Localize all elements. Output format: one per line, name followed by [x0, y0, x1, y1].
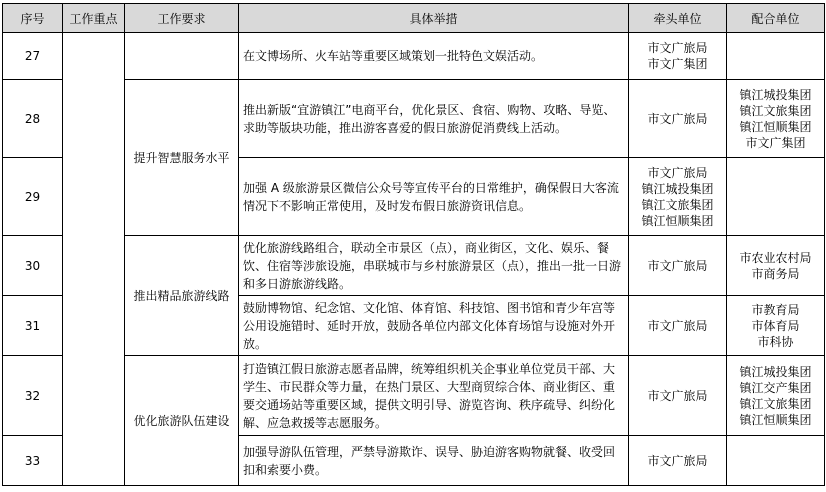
measure-text: 加强导游队伍管理，严禁导游欺诈、误导、胁迫游客购物就餐、收受回扣和索要小费。	[239, 436, 629, 486]
unit-name: 市农业农村局	[739, 250, 812, 265]
unit-name: 市商务局	[751, 266, 800, 281]
cooperating-unit-cell	[727, 236, 825, 296]
unit-name: 市文广旅局	[647, 318, 708, 333]
table-row	[3, 356, 825, 436]
lead-unit-cell	[629, 33, 727, 80]
header-focus: 工作重点	[63, 4, 125, 33]
cooperating-unit-cell	[727, 296, 825, 356]
unit-name: 市文广集团	[745, 135, 806, 150]
lead-unit-list	[632, 388, 723, 404]
measure-text: 加强 A 级旅游景区微信公众号等宣传平台的日常维护，确保假日大客流情况下不影响正常使用，及时发布假日旅游资讯信息。	[239, 158, 629, 236]
row-number: 30	[3, 236, 63, 296]
unit-name: 市文广旅局	[647, 453, 708, 468]
header-measures: 具体举措	[239, 4, 629, 33]
header-lead-unit: 牵头单位	[629, 4, 727, 33]
requirement-cell: 提升智慧服务水平	[125, 80, 239, 236]
lead-unit-cell	[629, 296, 727, 356]
measures-table	[2, 3, 825, 486]
measure-text: 优化旅游线路组合，联动全市景区（点），商业街区，文化、娱乐、餐饮、住宿等涉旅设施，串联城市与乡村旅游景区（点），推出一批一日游和多日游旅游线路。	[239, 236, 629, 296]
table-row	[3, 236, 825, 296]
measure-text: 鼓励博物馆、纪念馆、文化馆、体育馆、科技馆、图书馆和青少年宫等公用设施错时、延时开放，鼓励各单位内部文化体育场馆与设施对外开放。	[239, 296, 629, 356]
unit-name: 镇江城投集团	[739, 87, 812, 102]
row-number: 33	[3, 436, 63, 486]
cooperating-unit-list	[730, 250, 821, 282]
unit-name: 镇江城投集团	[641, 181, 714, 196]
cooperating-unit-cell	[727, 158, 825, 236]
lead-unit-cell	[629, 236, 727, 296]
unit-name: 镇江恒顺集团	[641, 213, 714, 228]
cooperating-unit-list	[730, 87, 821, 151]
cooperating-unit-cell	[727, 356, 825, 436]
focus-cell	[63, 33, 125, 486]
table-row	[3, 33, 825, 80]
unit-name: 镇江恒顺集团	[739, 119, 812, 134]
unit-name: 市文广旅局	[647, 258, 708, 273]
unit-name: 镇江城投集团	[739, 364, 812, 379]
lead-unit-cell	[629, 158, 727, 236]
cooperating-unit-list	[730, 364, 821, 428]
row-number: 32	[3, 356, 63, 436]
unit-name: 市科协	[757, 334, 794, 349]
lead-unit-list	[632, 453, 723, 469]
header-no: 序号	[3, 4, 63, 33]
unit-name: 市文广旅局	[647, 111, 708, 126]
lead-unit-cell	[629, 356, 727, 436]
unit-name: 市文广集团	[647, 57, 708, 71]
lead-unit-list	[632, 318, 723, 334]
unit-name: 市文广旅局	[647, 388, 708, 403]
unit-name: 市文广旅局	[647, 41, 708, 55]
requirement-cell: 优化旅游队伍建设	[125, 356, 239, 486]
requirement-cell-empty	[125, 33, 239, 80]
measure-text: 推出新版“宜游镇江”电商平台，优化景区、食宿、购物、攻略、导览、求助等版块功能，推出游客喜爱的假日旅游促消费线上活动。	[239, 80, 629, 158]
lead-unit-cell	[629, 80, 727, 158]
unit-name: 镇江文旅集团	[739, 396, 812, 411]
unit-name: 市体育局	[751, 318, 800, 333]
header-row	[3, 4, 825, 33]
measure-text: 打造镇江假日旅游志愿者品牌，统筹组织机关企事业单位党员干部、大学生、市民群众等力量，在热门景区、大型商贸综合体、商业街区、重要交通场站等重要区域，提供文明引导、游览咨询、秩序疏导、纠纷化解、应急救援等志愿服务。	[239, 356, 629, 436]
cooperating-unit-list	[730, 302, 821, 350]
lead-unit-list	[632, 40, 723, 72]
cooperating-unit-cell	[727, 436, 825, 486]
lead-unit-list	[632, 165, 723, 229]
row-number: 29	[3, 158, 63, 236]
table-row	[3, 80, 825, 158]
header-requirement: 工作要求	[125, 4, 239, 33]
unit-name: 市教育局	[751, 302, 800, 317]
requirement-cell: 推出精品旅游线路	[125, 236, 239, 356]
unit-name: 镇江交产集团	[739, 380, 812, 395]
row-number: 27	[3, 33, 63, 80]
row-number: 31	[3, 296, 63, 356]
header-cooperating-unit: 配合单位	[727, 4, 825, 33]
cooperating-unit-cell	[727, 33, 825, 80]
lead-unit-cell	[629, 436, 727, 486]
measure-text: 在文博场所、火车站等重要区域策划一批特色文娱活动。	[239, 33, 629, 80]
unit-name: 镇江恒顺集团	[739, 412, 812, 427]
lead-unit-list	[632, 258, 723, 274]
row-number: 28	[3, 80, 63, 158]
lead-unit-list	[632, 111, 723, 127]
unit-name: 镇江文旅集团	[739, 103, 812, 118]
cooperating-unit-cell	[727, 80, 825, 158]
unit-name: 市文广旅局	[647, 165, 708, 180]
unit-name: 镇江文旅集团	[641, 197, 714, 212]
